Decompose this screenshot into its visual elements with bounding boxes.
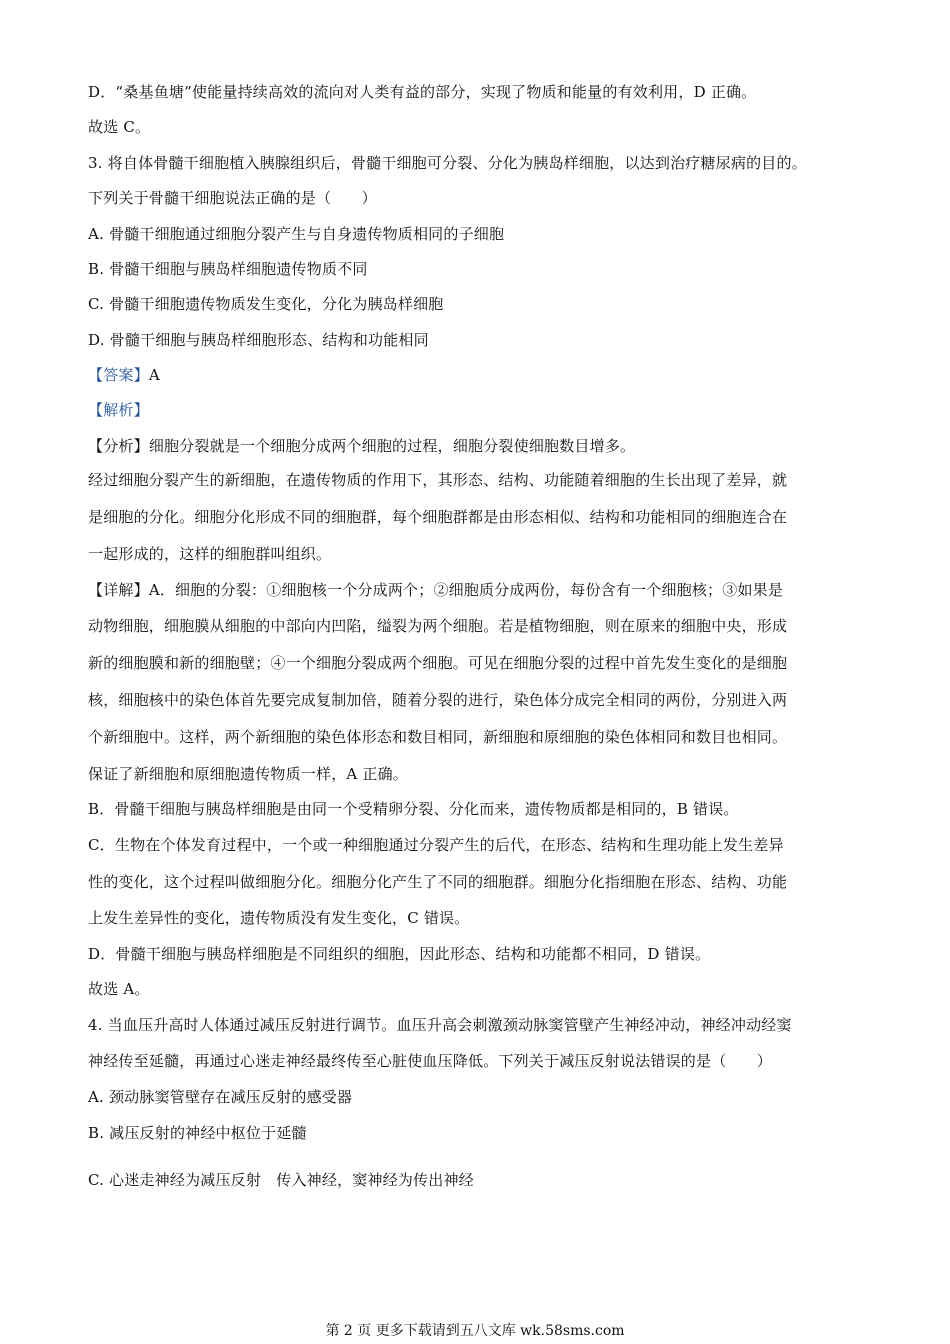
- answer-value: A: [148, 366, 160, 384]
- q3-answer-line: 故选 A。: [88, 980, 150, 998]
- q2-answer-line: 故选 C。: [88, 118, 151, 136]
- q2-option-d: D．“桑基鱼塘”使能量持续高效的流向对人类有益的部分，实现了物质和能量的有效利用，D 正确。: [88, 83, 757, 101]
- q3-xiangjie-line-4: 核，细胞核中的染色体首先要完成复制加倍，随着分裂的进行，染色体分成完全相同的两份，分别进入两: [88, 691, 788, 709]
- q4-option-c: C. 心迷走神经为减压反射 传入神经，窦神经为传出神经: [88, 1171, 474, 1189]
- answer-tag: 【答案】: [88, 366, 149, 384]
- fenxi-tag: 【分析】: [88, 437, 149, 455]
- q3-fenxi-line-1: [88, 436, 635, 456]
- q3-xiangjie-line-6: 保证了新细胞和原细胞遗传物质一样，A 正确。: [88, 765, 409, 783]
- q3-stem-line-1: 3. 将自体骨髓干细胞植入胰腺组织后，骨髓干细胞可分裂、分化为胰岛样细胞，以达到治疗糖尿病的目的。: [88, 154, 807, 172]
- q4-option-b: B. 减压反射的神经中枢位于延髓: [88, 1124, 307, 1142]
- page-footer: 第 2 页 更多下载请到五八文库 wk.58sms.com: [325, 1323, 625, 1339]
- q3-option-d: D. 骨髓干细胞与胰岛样细胞形态、结构和功能相同: [88, 331, 429, 349]
- q4-stem-line-1: 4. 当血压升高时人体通过减压反射进行调节。血压升高会刺激颈动脉窦管壁产生神经冲动，神经冲动经窦: [88, 1016, 792, 1034]
- q3-xiangjie-line-9: 性的变化，这个过程叫做细胞分化。细胞分化产生了不同的细胞群。细胞分化指细胞在形态、结构、功能: [88, 873, 788, 891]
- q3-xiangjie-line-3: 新的细胞膜和新的细胞壁；④一个细胞分裂成两个细胞。可见在细胞分裂的过程中首先发生变化的是细胞: [88, 654, 788, 672]
- q4-stem-line-2: 神经传至延髓，再通过心迷走神经最终传至心脏使血压降低。下列关于减压反射说法错误的是（ ）: [88, 1052, 773, 1070]
- q3-fenxi-line-2: 经过细胞分裂产生的新细胞，在遗传物质的作用下，其形态、结构、功能随着细胞的生长出现了差异，就: [88, 471, 788, 489]
- q3-fenxi-line-3: 是细胞的分化。细胞分化形成不同的细胞群，每个细胞群都是由形态相似、结构和功能相同的细胞连合在: [88, 508, 788, 526]
- q3-stem-line-2: 下列关于骨髓干细胞说法正确的是（ ）: [88, 189, 377, 207]
- q3-option-a: A. 骨髓干细胞通过细胞分裂产生与自身遗传物质相同的子细胞: [88, 225, 505, 243]
- xiangjie-text: A．细胞的分裂：①细胞核一个分成两个；②细胞质分成两份，每份含有一个细胞核；③如果是: [148, 581, 784, 599]
- q3-answer-row: [88, 365, 160, 385]
- q3-xiangjie-line-11: D．骨髓干细胞与胰岛样细胞是不同组织的细胞，因此形态、结构和功能都不相同，D 错误。: [88, 945, 711, 963]
- q3-fenxi-line-4: 一起形成的，这样的细胞群叫组织。: [88, 545, 332, 563]
- q3-xiangjie-line-5: 个新细胞中。这样，两个新细胞的染色体形态和数目相同，新细胞和原细胞的染色体相同和数目也相同。: [88, 728, 788, 746]
- q3-xiangjie-line-2: 动物细胞，细胞膜从细胞的中部向内凹陷，缢裂为两个细胞。若是植物细胞，则在原来的细胞中央，形成: [88, 617, 788, 635]
- q3-option-b: B. 骨髓干细胞与胰岛样细胞遗传物质不同: [88, 260, 368, 278]
- q3-xiangjie-line-7: B．骨髓干细胞与胰岛样细胞是由同一个受精卵分裂、分化而来，遗传物质都是相同的，B 错误。: [88, 800, 739, 818]
- q4-option-a: A. 颈动脉窦管壁存在减压反射的感受器: [88, 1088, 353, 1106]
- q3-option-c: C. 骨髓干细胞遗传物质发生变化，分化为胰岛样细胞: [88, 295, 444, 313]
- q3-xiangjie-line-10: 上发生差异性的变化，遗传物质没有发生变化，C 错误。: [88, 909, 470, 927]
- q3-xiangjie-line-8: C．生物在个体发育过程中，一个或一种细胞通过分裂产生的后代，在形态、结构和生理功能上发生差异: [88, 836, 784, 854]
- analysis-tag: 【解析】: [88, 401, 149, 419]
- xiangjie-tag: 【详解】: [88, 581, 149, 599]
- q3-analysis-row: [88, 400, 149, 420]
- q3-xiangjie-line-1: [88, 580, 783, 600]
- fenxi-text: 细胞分裂就是一个细胞分成两个细胞的过程，细胞分裂使细胞数目增多。: [148, 437, 636, 455]
